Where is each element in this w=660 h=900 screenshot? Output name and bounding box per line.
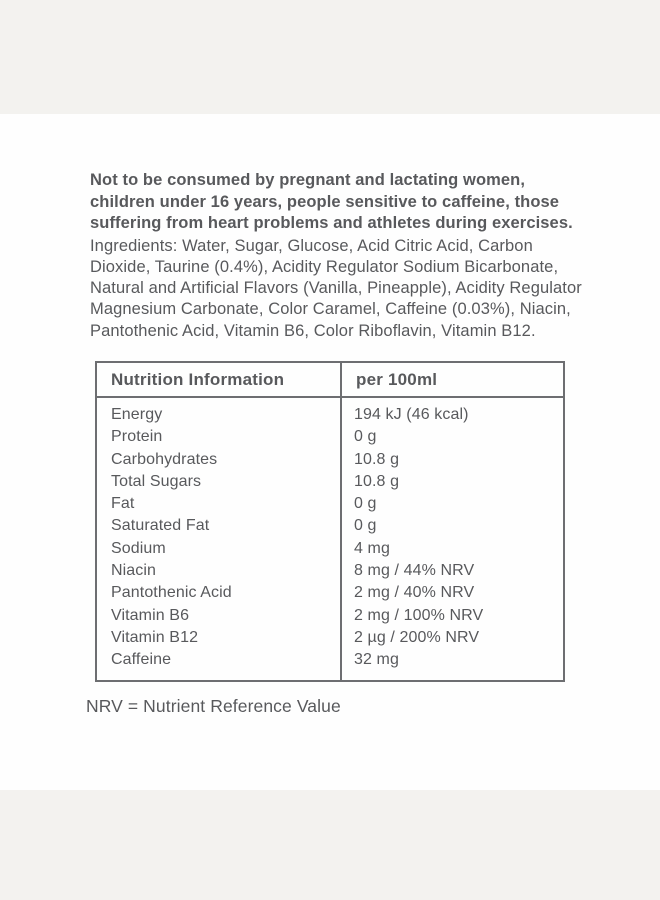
nutrition-table [95,361,565,682]
table-row [97,515,563,537]
nutrient-label: Niacin [111,562,157,580]
nutrient-value: 10.8 g [354,450,400,468]
nutrient-label: Energy [111,405,163,423]
nutrient-value: 0 g [354,428,377,446]
table-row [97,471,563,493]
consumption-warning-text: Not to be consumed by pregnant and lactating women, children under 16 years, people sensitive to caffeine, those suffering from heart problems and athletes during exercises. [90,171,573,232]
nutrient-label: Pantothenic Acid [111,584,232,602]
table-row [97,627,563,649]
nutrient-label: Vitamin B6 [111,606,190,624]
table-header-per-100ml: per 100ml [340,363,563,396]
table-header-nutrition-information: Nutrition Information [111,369,285,389]
nutrient-value: 4 mg [354,539,390,557]
nutrient-label: Protein [111,428,163,446]
nutrient-label: Caffeine [111,651,172,669]
table-row [97,493,563,515]
nutrient-label: Total Sugars [111,472,202,490]
nutrient-label: Fat [111,495,135,513]
table-row [97,605,563,627]
table-row [97,449,563,471]
nutrition-table-header [97,363,563,398]
table-row [97,649,563,671]
table-row [97,560,563,582]
nutrient-value: 2 mg / 100% NRV [354,606,484,624]
label-card [0,114,660,790]
nutrient-value: 2 mg / 40% NRV [354,584,475,602]
nutrient-label: Saturated Fat [111,517,210,535]
nutrient-label: Carbohydrates [111,450,218,468]
nutrient-label: Sodium [111,539,166,557]
nutrient-value: 10.8 g [354,472,400,490]
nutrient-value: 0 g [354,495,377,513]
nrv-footnote: NRV = Nutrient Reference Value [86,695,341,716]
table-row [97,404,563,426]
table-row [97,426,563,448]
table-row [97,582,563,604]
nutrient-value: 0 g [354,517,377,535]
nutrient-label: Vitamin B12 [111,628,199,646]
nutrient-value: 2 µg / 200% NRV [354,628,480,646]
nutrition-table-body [97,398,563,680]
nutrient-value: 194 kJ (46 kcal) [354,405,469,423]
table-column-divider [340,398,342,680]
ingredients-text: Ingredients: Water, Sugar, Glucose, Acid Citric Acid, Carbon Dioxide, Taurine (0.4%), Acidity Regulator Sodium Bicarbonate, Natural and Artificial Flavors (Vanilla, Pineapple), Acidity Regulator Magnesium Carbonate, Color Caramel, Caffeine (0.03%), Niacin, Pantothenic Acid, Vitamin B6, Color Riboflavin, Vitamin B12. [90,236,582,340]
nutrient-value: 8 mg / 44% NRV [354,562,475,580]
nutrient-value: 32 mg [354,651,399,669]
table-row [97,538,563,560]
